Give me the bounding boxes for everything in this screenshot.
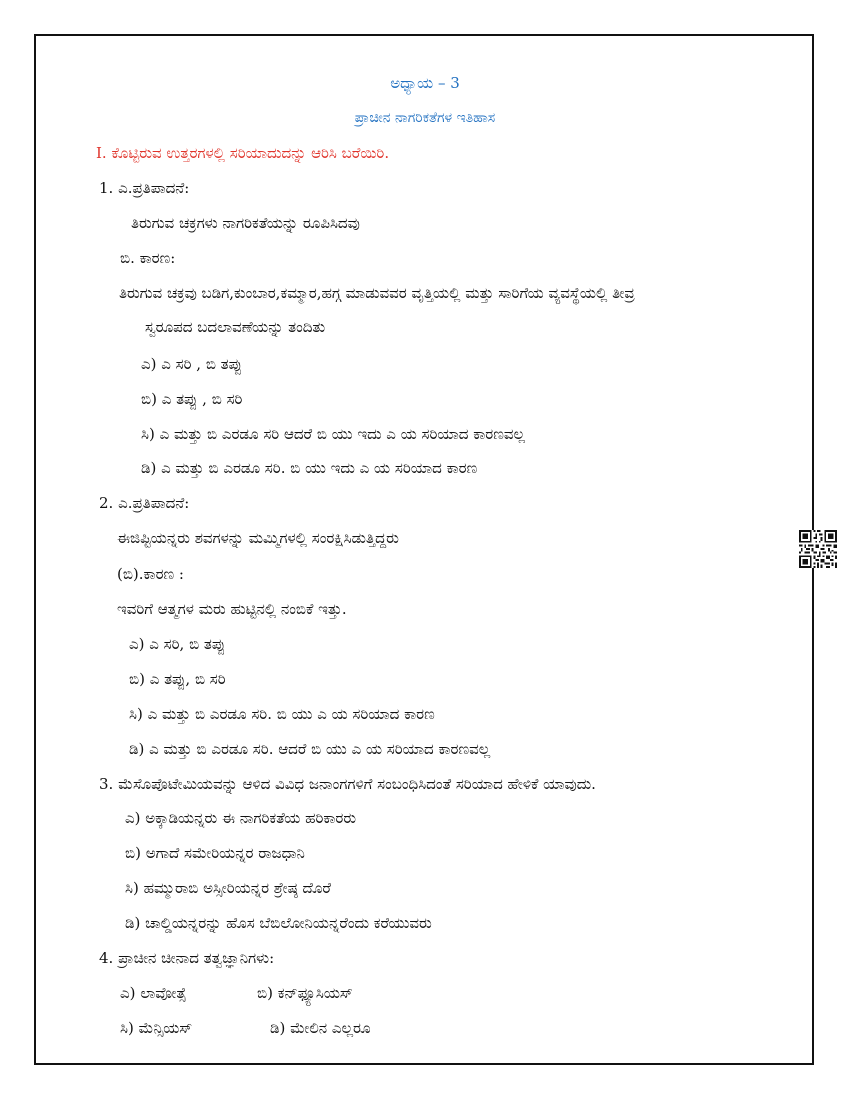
q1-option-a: ಎ) ಎ ಸರಿ , ಬಿ ತಪ್ಪು xyxy=(141,355,243,373)
q3-question: 3. ಮೆಸೊಪೊಟೇಮಿಯವನ್ನು ಆಳಿದ ವಿವಿಧ ಜನಾಂಗಗಳಿಗೆ ಸಂಬಂಧಿಸಿದಂತೆ ಸರಿಯಾದ ಹೇಳಿಕೆ ಯಾವುದು. xyxy=(99,775,596,793)
q2-reason-label: (ಬಿ).ಕಾರಣ : xyxy=(117,565,184,583)
instruction-text: I. ಕೊಟ್ಟಿರುವ ಉತ್ತರಗಳಲ್ಲಿ ಸರಿಯಾದುದನ್ನು ಆರಿಸಿ ಬರೆಯಿರಿ. xyxy=(96,144,390,162)
q4-option-a: ಎ) ಲಾವೋತ್ಸೆ xyxy=(120,984,187,1002)
q1-number-assertion-label: 1. ಎ.ಪ್ರತಿಪಾದನೆ: xyxy=(99,179,190,197)
q2-reason: ಇವರಿಗೆ ಆತ್ಮಗಳ ಮರು ಹುಟ್ಟಿನಲ್ಲಿ ನಂಬಿಕೆ ಇತ್ತು. xyxy=(117,600,347,618)
q2-option-d: ಡಿ) ಎ ಮತ್ತು ಬಿ ಎರಡೂ ಸರಿ. ಆದರೆ ಬಿ ಯು ಎ ಯ ಸರಿಯಾದ ಕಾರಣವಲ್ಲ xyxy=(129,740,491,758)
q1-option-c: ಸಿ) ಎ ಮತ್ತು ಬಿ ಎರಡೂ ಸರಿ ಆದರೆ ಬಿ ಯು ಇದು ಎ ಯ ಸರಿಯಾದ ಕಾರಣವಲ್ಲ xyxy=(141,425,525,443)
q3-option-d: ಡಿ) ಚಾಲ್ಡಿಯನ್ನರನ್ನು ಹೊಸ ಬೆಬಿಲೋನಿಯನ್ನರೆಂದು ಕರೆಯುವರು xyxy=(125,914,432,932)
q1-reason-line-1: ತಿರುಗುವ ಚಕ್ರವು ಬಡಿಗ,ಕುಂಬಾರ,ಕಮ್ಮಾರ,ಹಗ್ಗ ಮಾಡುವವರ ವೃತ್ತಿಯಲ್ಲಿ ಮತ್ತು ಸಾರಿಗೆಯ ವ್ಯವಸ್ಥೆಯಲ್ಲಿ ತೀವ್ರ xyxy=(119,284,635,302)
q1-assertion: ತಿರುಗುವ ಚಕ್ರಗಳು ನಾಗರಿಕತೆಯನ್ನು ರೂಪಿಸಿದವು xyxy=(131,214,360,232)
q1-reason-label: ಬಿ. ಕಾರಣ: xyxy=(120,249,176,267)
q1-reason-line-2: ಸ್ವರೂಪದ ಬದಲಾವಣೆಯನ್ನು ತಂದಿತು xyxy=(145,318,326,336)
q1-option-b: ಬಿ) ಎ ತಪ್ಪು , ಬಿ ಸರಿ xyxy=(141,390,243,408)
page-title: ಪ್ರಾಚೀನ ನಾಗರಿಕತೆಗಳ ಇತಿಹಾಸ xyxy=(354,110,496,126)
qr-code-icon xyxy=(799,530,837,568)
q4-option-d: ಡಿ) ಮೇಲಿನ ಎಲ್ಲರೂ xyxy=(270,1019,371,1037)
q3-option-c: ಸಿ) ಹಮ್ಮುರಾಬಿ ಅಸ್ಸೀರಿಯನ್ನರ ಶ್ರೇಷ್ಠ ದೊರೆ xyxy=(125,879,331,897)
q4-question: 4. ಪ್ರಾಚೀನ ಚೀನಾದ ತತ್ವಜ್ಞಾನಿಗಳು: xyxy=(99,949,275,967)
q1-option-d: ಡಿ) ಎ ಮತ್ತು ಬಿ ಎರಡೂ ಸರಿ. ಬಿ ಯು ಇದು ಎ ಯ ಸರಿಯಾದ ಕಾರಣ xyxy=(141,459,478,477)
q4-option-c: ಸಿ) ಮೆನ್ಸಿಯಸ್ xyxy=(120,1019,193,1037)
q2-number-assertion-label: 2. ಎ.ಪ್ರತಿಪಾದನೆ: xyxy=(99,494,190,512)
q4-option-b: ಬಿ) ಕನ್‌ಫ್ಯೂಸಿಯಸ್ xyxy=(257,984,353,1002)
q3-option-b: ಬಿ) ಅಗಾದೆ ಸಮೇರಿಯನ್ನರ ರಾಜಧಾನಿ xyxy=(125,844,305,862)
q2-option-c: ಸಿ) ಎ ಮತ್ತು ಬಿ ಎರಡೂ ಸರಿ. ಬಿ ಯು ಎ ಯ ಸರಿಯಾದ ಕಾರಣ xyxy=(129,705,435,723)
q2-option-b: ಬಿ) ಎ ತಪ್ಪು, ಬಿ ಸರಿ xyxy=(129,670,226,688)
q2-option-a: ಎ) ಎ ಸರಿ, ಬಿ ತಪ್ಪು xyxy=(129,635,226,653)
q3-option-a: ಎ) ಅಕ್ಕಾಡಿಯನ್ನರು ಈ ನಾಗರಿಕತೆಯ ಹರಿಕಾರರು xyxy=(125,809,357,827)
q2-assertion: ಈಜಿಪ್ಟಿಯನ್ನರು ಶವಗಳನ್ನು ಮಮ್ಮಿಗಳಲ್ಲಿ ಸಂರಕ್ಷಿಸಿಡುತ್ತಿದ್ದರು xyxy=(117,529,399,547)
chapter-heading: ಅಧ್ಯಾಯ – 3 xyxy=(390,74,460,92)
